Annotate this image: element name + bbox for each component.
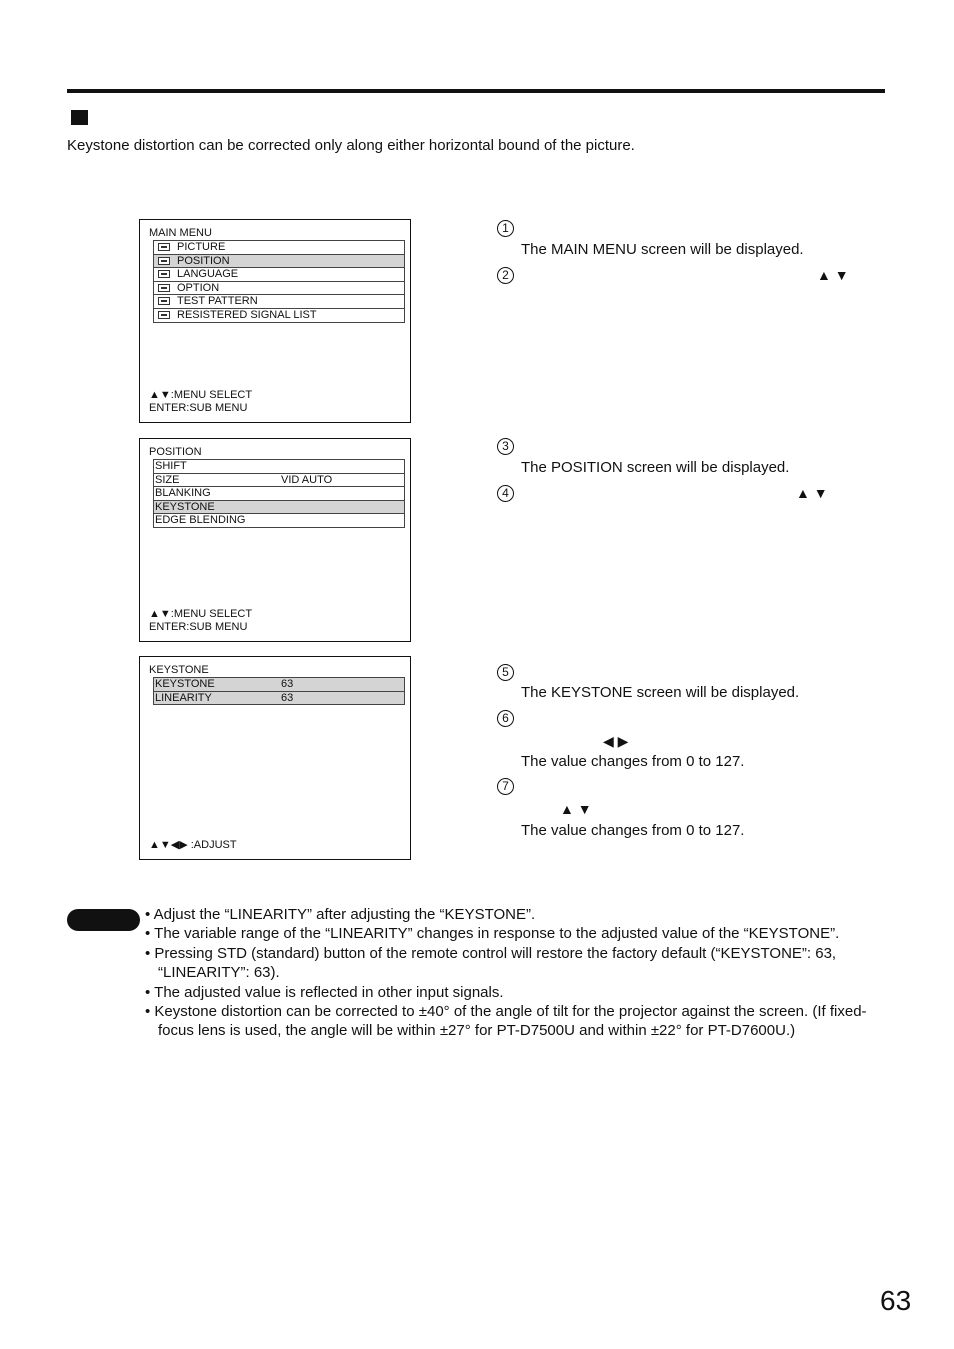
step-number-1: 1	[497, 220, 514, 237]
left-right-arrows-icon: ◀ ▶	[603, 733, 629, 749]
keystone-screen	[139, 656, 411, 860]
position-screen	[139, 438, 411, 642]
language-icon	[158, 270, 170, 278]
note-item: • Keystone distortion can be corrected to ±40° of the angle of tilt for the projector against the screen. (If fixed-focus lens is used, the angle will be within ±27° for PT-D7500U and within ±22° for PT-D7600U.)	[145, 1002, 890, 1041]
note-label-badge	[67, 909, 140, 931]
signal-list-icon	[158, 311, 170, 319]
note-item: • The adjusted value is reflected in other input signals.	[145, 983, 890, 1002]
step-6-text: The value changes from 0 to 127.	[521, 753, 745, 770]
keystone-item-linearity[interactable]: LINEARITY 63	[154, 692, 404, 705]
screen-title: POSITION	[149, 446, 202, 458]
note-item: • Pressing STD (standard) button of the remote control will restore the factory default (“KEYSTONE”: 63, “LINEARITY”: 63).	[145, 944, 890, 983]
picture-icon	[158, 243, 170, 251]
step-number-5: 5	[497, 664, 514, 681]
menu-item-picture[interactable]: PICTURE	[154, 241, 404, 255]
note-item: • Adjust the “LINEARITY” after adjusting the “KEYSTONE”.	[145, 905, 890, 924]
step-3-text: The POSITION screen will be displayed.	[521, 459, 790, 476]
page-number: 63	[880, 1285, 912, 1316]
test-pattern-icon	[158, 297, 170, 305]
screen-title: MAIN MENU	[149, 227, 212, 239]
screen-footer: ▲▼:MENU SELECT ENTER:SUB MENU	[149, 389, 253, 414]
up-down-arrows-icon: ▲ ▼	[817, 267, 849, 283]
keystone-item-keystone[interactable]: KEYSTONE 63	[154, 678, 404, 692]
menu-item-signal-list[interactable]: RESISTERED SIGNAL LIST	[154, 309, 404, 322]
step-number-4: 4	[497, 485, 514, 502]
screen-footer: ▲▼:MENU SELECT ENTER:SUB MENU	[149, 608, 253, 633]
position-item-shift[interactable]: SHIFT	[154, 460, 404, 474]
menu-item-language[interactable]: LANGUAGE	[154, 268, 404, 282]
menu-item-test-pattern[interactable]: TEST PATTERN	[154, 295, 404, 309]
screen-title: KEYSTONE	[149, 664, 209, 676]
up-down-arrows-icon: ▲ ▼	[796, 485, 828, 501]
position-list	[153, 459, 405, 528]
notes-list	[145, 905, 890, 1041]
section-marker-icon	[71, 110, 88, 125]
intro-text: Keystone distortion can be corrected only along either horizontal bound of the picture.	[67, 137, 635, 154]
step-number-3: 3	[497, 438, 514, 455]
step-number-6: 6	[497, 710, 514, 727]
up-down-arrows-icon: ▲ ▼	[560, 801, 592, 817]
position-item-blanking[interactable]: BLANKING	[154, 487, 404, 501]
keystone-list	[153, 677, 405, 705]
position-item-keystone[interactable]: KEYSTONE	[154, 501, 404, 515]
position-icon	[158, 257, 170, 265]
screen-footer: ▲▼◀▶ :ADJUST	[149, 839, 237, 851]
step-1-text: The MAIN MENU screen will be displayed.	[521, 241, 804, 258]
menu-list	[153, 240, 405, 323]
step-number-2: 2	[497, 267, 514, 284]
option-icon	[158, 284, 170, 292]
position-item-edge-blending[interactable]: EDGE BLENDING	[155, 514, 246, 527]
top-rule	[67, 89, 885, 93]
step-7-text: The value changes from 0 to 127.	[521, 822, 745, 839]
step-5-text: The KEYSTONE screen will be displayed.	[521, 684, 800, 701]
step-number-7: 7	[497, 778, 514, 795]
menu-item-position[interactable]: POSITION	[154, 255, 404, 269]
menu-item-option[interactable]: OPTION	[154, 282, 404, 296]
main-menu-screen	[139, 219, 411, 423]
note-item: • The variable range of the “LINEARITY” changes in response to the adjusted value of the “KEYSTONE”.	[145, 924, 890, 943]
position-item-size[interactable]: SIZE VID AUTO	[154, 474, 404, 488]
